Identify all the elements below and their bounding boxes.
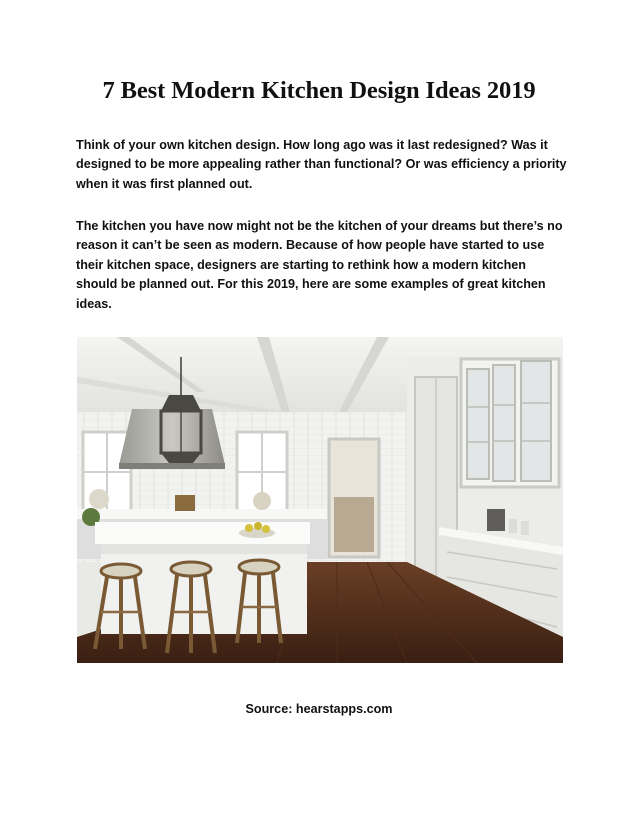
- intro-paragraph: Think of your own kitchen design. How long ago was it last redesigned? Was it designed to be more appealing rather than functional? Or was efficiency a priority when it was first planned out.: [76, 138, 567, 191]
- body-paragraph: The kitchen you have now might not be the kitchen of your dreams but there’s no reason it can’t be seen as modern. Because of how people have started to use their kitchen space, designers are starting to rethink how a modern kitchen should be planned out. For this 2019, here are some examples of great kitchen ideas.: [76, 219, 563, 311]
- kitchen-photo: [77, 337, 563, 663]
- page-title: 7 Best Modern Kitchen Design Ideas 2019: [102, 77, 536, 104]
- image-source-caption: Source: hearstapps.com: [245, 702, 393, 716]
